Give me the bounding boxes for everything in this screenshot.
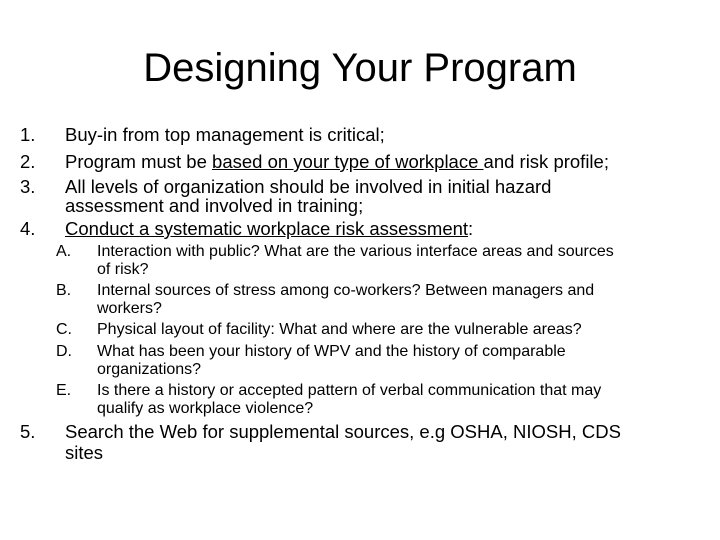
item-text: Conduct a systematic workplace risk assessment:	[65, 218, 474, 239]
item-number: 2.	[20, 151, 36, 172]
item-text: Buy-in from top management is critical;	[65, 124, 385, 145]
sub-item-text: Interaction with public? What are the various interface areas and sources of risk?	[97, 243, 614, 278]
sub-item-e	[0, 382, 720, 418]
sub-item-text: Is there a history or accepted pattern of verbal communication that may qualify as workplace violence?	[97, 382, 602, 417]
sub-item-b	[0, 282, 720, 318]
sub-item-letter: B.	[56, 282, 72, 299]
item-number: 4.	[20, 218, 36, 239]
sub-item-letter: E.	[56, 382, 72, 399]
list-item-5	[0, 421, 720, 465]
list-item-1	[0, 124, 720, 146]
list-item-2	[0, 151, 720, 173]
item-number: 5.	[20, 421, 36, 442]
sub-item-letter: D.	[56, 343, 72, 360]
sub-item-text: What has been your history of WPV and the history of comparable organizations?	[97, 343, 566, 378]
sub-item-c	[0, 321, 720, 339]
sub-item-text: Physical layout of facility: What and where are the vulnerable areas?	[97, 321, 582, 338]
item-text: Search the Web for supplemental sources, e.g OSHA, NIOSH, CDS sites	[65, 421, 621, 463]
sub-item-text: Internal sources of stress among co-workers? Between managers and workers?	[97, 282, 595, 317]
underlined-text: Conduct a systematic workplace risk assessment	[65, 218, 469, 239]
sub-item-letter: C.	[56, 321, 72, 338]
sub-item-letter: A.	[56, 243, 72, 260]
sub-item-a	[0, 243, 720, 279]
item-number: 3.	[20, 176, 36, 197]
underlined-text: based on your type of workplace	[212, 151, 484, 172]
item-text: Program must be based on your type of workplace and risk profile;	[65, 151, 609, 172]
list-item-4	[0, 218, 720, 240]
sub-item-d	[0, 343, 720, 379]
slide-title: Designing Your Program	[143, 46, 577, 90]
list-item-3	[0, 176, 720, 220]
item-text: All levels of organization should be involved in initial hazard assessment and involved in training;	[65, 176, 552, 216]
item-number: 1.	[20, 124, 36, 145]
